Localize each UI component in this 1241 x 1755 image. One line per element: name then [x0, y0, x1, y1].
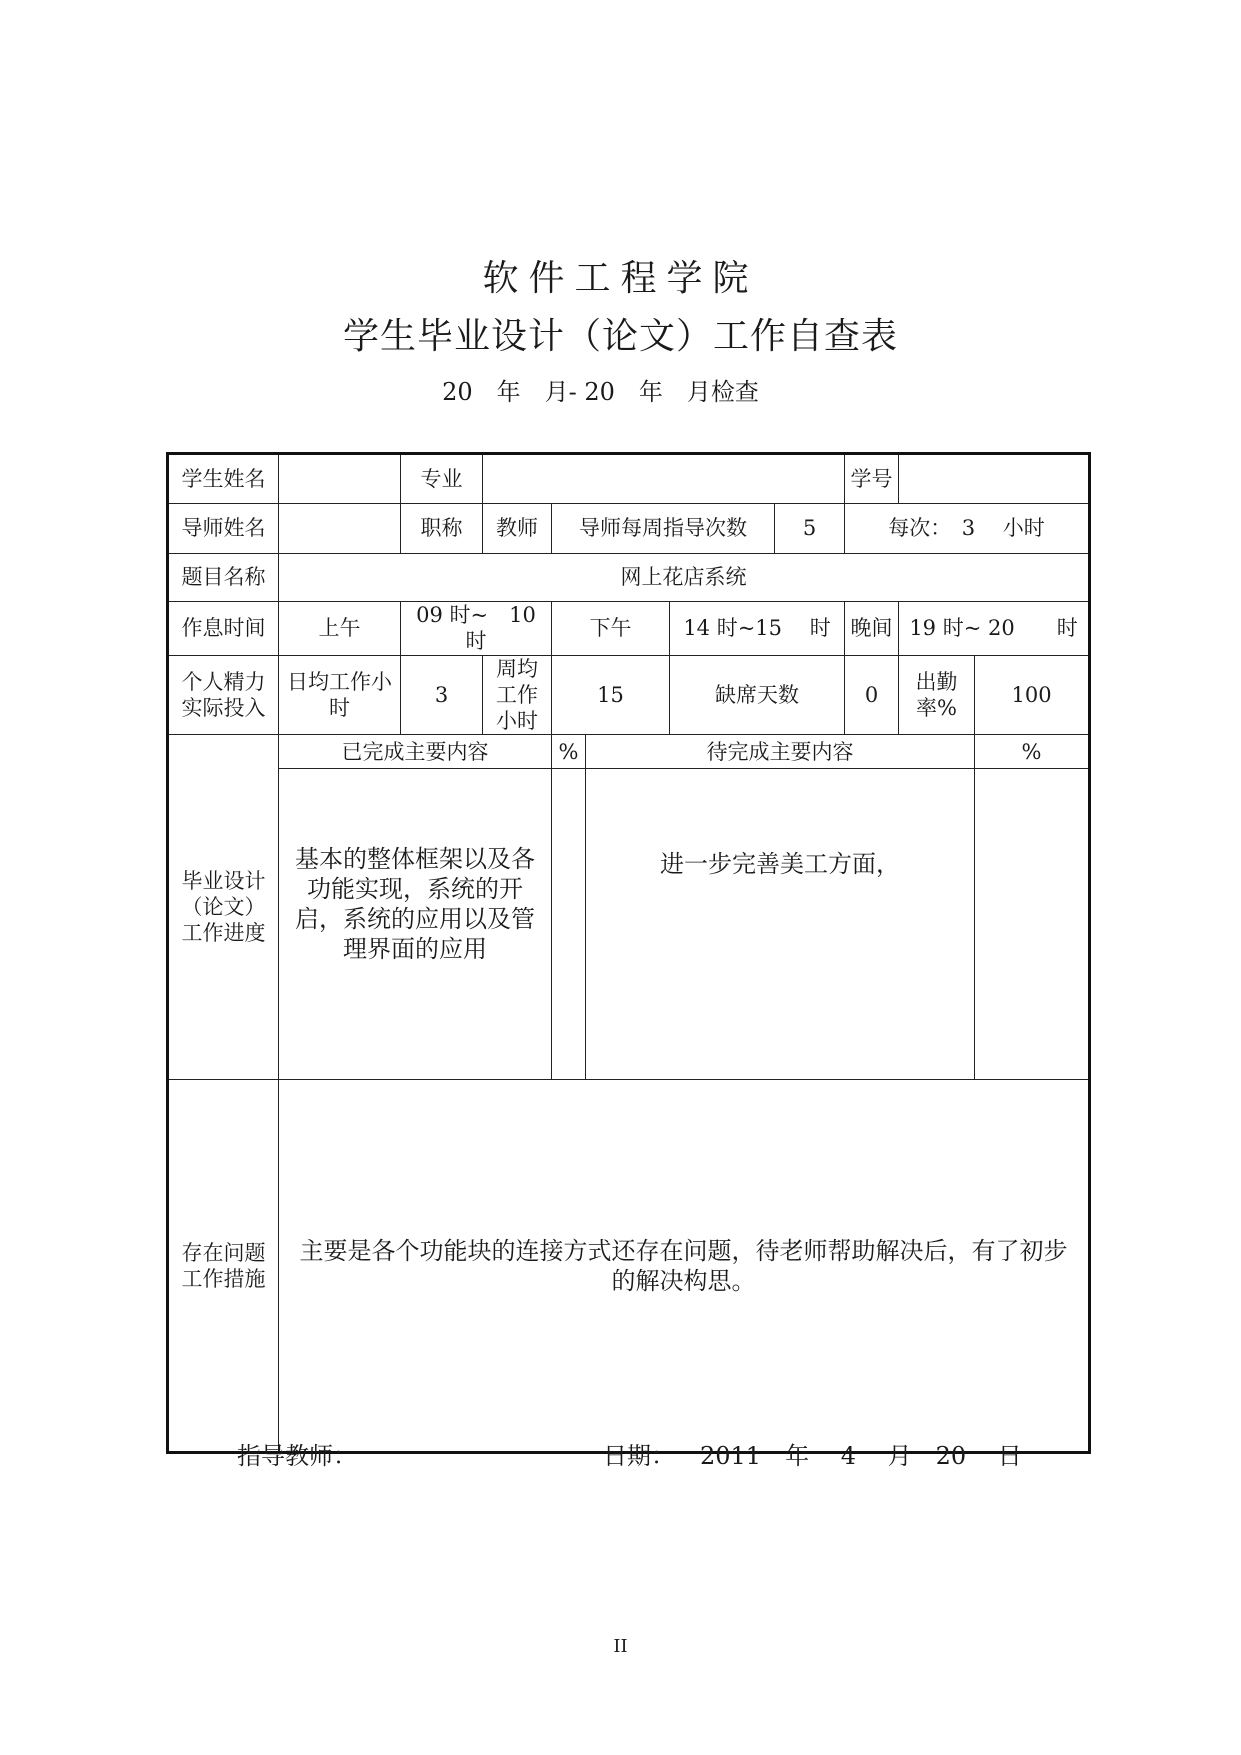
major-label: 专业 [401, 454, 483, 504]
row-progress-header [168, 735, 1090, 769]
todo-pct-header: % [975, 735, 1090, 769]
school-title: 软件工程学院 [482, 258, 759, 299]
topic-field[interactable]: 网上花店系统 [279, 554, 1090, 602]
self-check-table [166, 452, 1091, 1454]
advisor-name-field[interactable] [279, 504, 401, 554]
done-header: 已完成主要内容 [279, 735, 552, 769]
date-label: 日期： [603, 1442, 675, 1470]
check-period [0, 372, 1241, 407]
todo-content[interactable]: 进一步完善美工方面， [586, 769, 975, 1080]
student-name-label: 学生姓名 [168, 454, 279, 504]
row-advisor [168, 504, 1090, 554]
weekly-guidance-label: 导师每周指导次数 [552, 504, 775, 554]
issues-label: 存在问题工作措施 [168, 1080, 279, 1453]
weekly-hours[interactable]: 15 [552, 655, 670, 735]
row-effort [168, 655, 1090, 735]
row-schedule [168, 602, 1090, 656]
page-number: II [613, 1636, 628, 1657]
daily-hours[interactable]: 3 [401, 655, 483, 735]
done-pct-header: % [552, 735, 586, 769]
done-content[interactable]: 基本的整体框架以及各功能实现，系统的开启，系统的应用以及管理界面的应用 [279, 769, 552, 1080]
advisor-title-label: 职称 [401, 504, 483, 554]
row-topic [168, 554, 1090, 602]
student-id-label: 学号 [845, 454, 899, 504]
form-title: 学生毕业设计（论文）工作自查表 [342, 316, 898, 357]
weekly-guidance-count[interactable]: 5 [775, 504, 845, 554]
topic-label: 题目名称 [168, 554, 279, 602]
issues-content[interactable]: 主要是各个功能块的连接方式还存在问题，待老师帮助解决后，有了初步的解决构思。 [279, 1080, 1090, 1453]
evening-hours[interactable]: 19 时~ 20 时 [899, 602, 1090, 656]
afternoon-hours[interactable]: 14 时~15 时 [670, 602, 845, 656]
daily-hours-label: 日均工作小时 [279, 655, 401, 735]
absent-days-label: 缺席天数 [670, 655, 845, 735]
weekly-hours-label: 周均工作小时 [483, 655, 552, 735]
row-issues [168, 1080, 1090, 1453]
attendance-rate[interactable]: 100 [975, 655, 1090, 735]
advisor-signature-label: 指导教师： [237, 1442, 357, 1470]
student-name-field[interactable] [279, 454, 401, 504]
effort-label: 个人精力实际投入 [168, 655, 279, 735]
row-student [168, 454, 1090, 504]
afternoon-label: 下午 [552, 602, 670, 656]
progress-label: 毕业设计（论文）工作进度 [168, 735, 279, 1080]
date-value[interactable]: 2011 年 4 月 20 日 [700, 1442, 1022, 1470]
morning-label: 上午 [279, 602, 401, 656]
schedule-label: 作息时间 [168, 602, 279, 656]
absent-days[interactable]: 0 [845, 655, 899, 735]
check-period-text: 20 年 月- 20 年 月检查 [442, 378, 759, 406]
todo-header: 待完成主要内容 [586, 735, 975, 769]
advisor-title-field[interactable]: 教师 [483, 504, 552, 554]
major-field[interactable] [483, 454, 845, 504]
attendance-label: 出勤率% [899, 655, 975, 735]
todo-pct[interactable] [975, 769, 1090, 1080]
row-progress-content [168, 769, 1090, 1080]
advisor-name-label: 导师姓名 [168, 504, 279, 554]
morning-hours[interactable]: 09 时~ 10 时 [401, 602, 552, 656]
evening-label: 晚间 [845, 602, 899, 656]
done-pct[interactable] [552, 769, 586, 1080]
student-id-field[interactable] [899, 454, 1090, 504]
per-session-hours: 每次： 3 小时 [845, 504, 1090, 554]
